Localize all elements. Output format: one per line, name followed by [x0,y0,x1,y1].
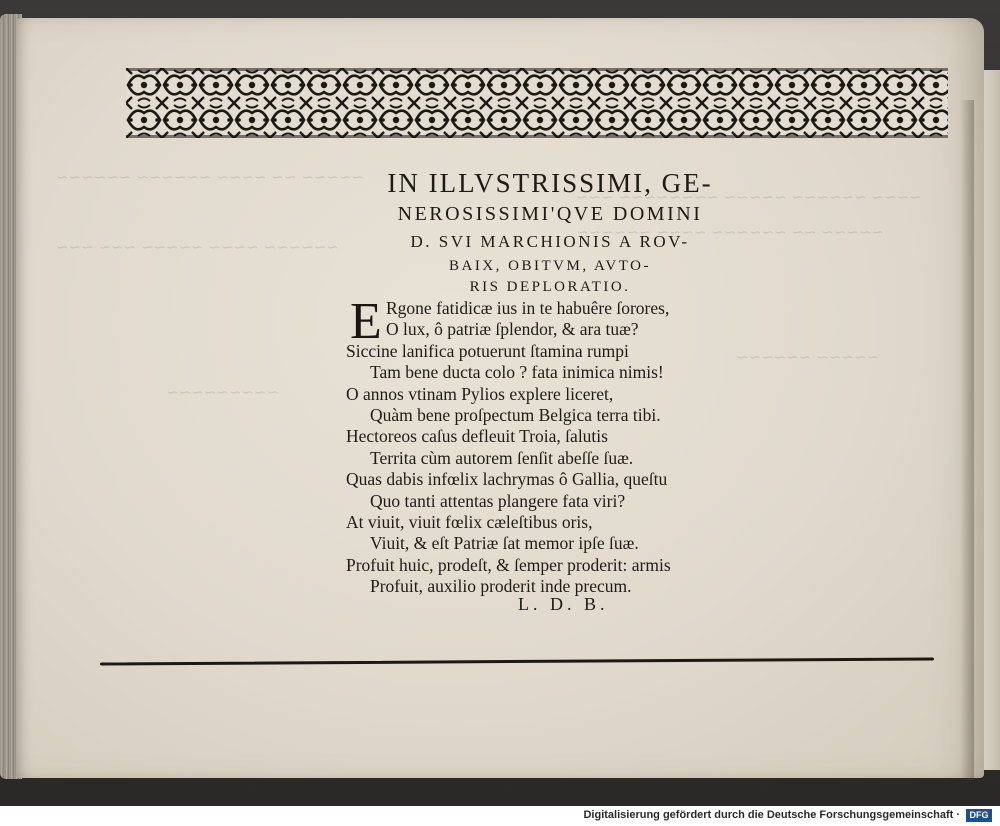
heading-line-1: IN ILLVSTRISSIMI, GE- [387,168,713,198]
poem-line-9: Quas dabis infœlix lachrymas ô Gallia, queſtu [346,469,668,490]
bleed-through-text: ~~~~~ ~~~~~~ [736,348,880,366]
poem-line-6: Quàm bene proſpectum Belgica terra tibi. [370,405,661,426]
poem-line-8: Territa cùm autorem ſenſit abeſſe ſuæ. [370,447,634,468]
poem-line-7: Hectoreos caſus defleuit Troia, ſalutis [346,426,608,447]
heading-line-4: BAIX, OBITVM, AVTO- [449,258,651,274]
poem-heading [200,168,900,296]
ornament-pattern [126,68,948,138]
digitization-footer [0,806,1000,826]
poem-line-2: O lux, ô patriæ ſplendor, & ara tuæ? [386,319,639,340]
heading-line-5: RIS DEPLORATIO. [469,279,631,295]
bleed-through-text: ~~~~~ ~~ ~~~~ ~~~~~~ ~~~~~~ [56,168,365,186]
poem-line-3: Siccine lanifica potuerunt ſtamina rumpi [346,340,629,361]
funding-credit: Digitalisierung gefördert durch die Deutsche Forschungsgemeinschaft · [583,809,960,821]
poem-body [346,293,746,598]
heading-line-2: NEROSISSIMI'QVE DOMINI [397,203,703,225]
poem-line-1: Rgone fatidicæ ius in te habuêre ſorores, [386,298,670,318]
heading-line-3: D. SVI MARCHIONIS A ROV- [410,232,690,251]
dfg-logo-icon: DFG [966,809,992,822]
poem-line-4: Tam bene ducta colo ? fata inimica nimis! [370,362,664,383]
bleed-through-text: ~~~~ ~~~~~~ ~~~~~ ~~~~~~~~ ~~~ [576,188,922,206]
bleed-through-text: ~~~~~~ ~~~~ ~~~~~ ~~~ ~~~ [56,238,340,256]
bleed-through-text: ~~~~~~~~~ [166,383,280,401]
ornamental-headpiece [126,68,948,138]
poem-line-5: O annos vtinam Pylios explere liceret, [346,383,614,404]
drop-capital: E [350,293,382,350]
poem-line-11: At viuit, viuit fœlix cæleſtibus oris, [346,512,593,533]
bleed-through-text: ~~~~~ ~~ ~~~~~~ ~~~~ ~~~~~~ [576,223,885,241]
poem-line-10: Quo tanti attentas plangere fata viri? [370,490,626,511]
author-initials: L. D. B. [518,594,609,614]
page-curl-shadow [960,100,974,780]
poem-line-12: Viuit, & eſt Patriæ ſat memor ipſe ſuæ. [370,533,639,554]
poem-line-14: Profuit, auxilio proderit inde precum. [370,576,632,597]
poem-line-13: Profuit huic, prodeſt, & ſemper proderit: armis [346,554,671,575]
